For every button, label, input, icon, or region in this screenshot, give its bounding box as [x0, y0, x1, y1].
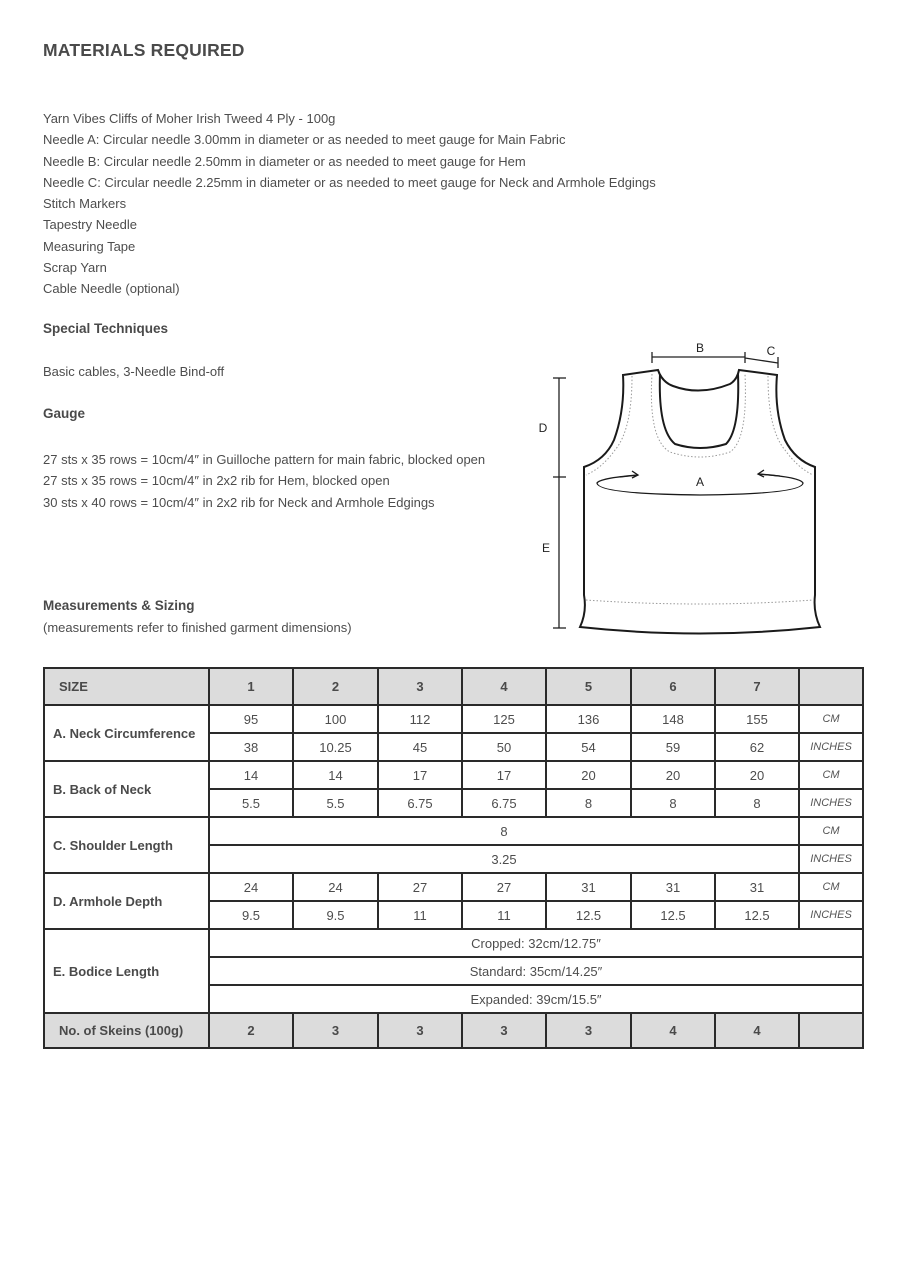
row-label: B. Back of Neck: [44, 761, 209, 817]
table-cell: 38: [209, 733, 293, 761]
table-cell: 11: [378, 901, 462, 929]
table-cell: 2: [209, 1013, 293, 1048]
table-cell: 9.5: [209, 901, 293, 929]
table-cell: 54: [546, 733, 631, 761]
materials-item: Stitch Markers: [43, 196, 127, 212]
unit-cell: CM: [799, 761, 863, 789]
table-header-row: [44, 668, 863, 705]
garment-schematic: [530, 330, 840, 640]
table-cell: 4: [631, 1013, 715, 1048]
table-cell: 3: [378, 1013, 462, 1048]
dimension-d-label: D: [538, 421, 548, 435]
dimension-a-label: A: [695, 475, 705, 489]
unit-cell: [799, 1013, 863, 1048]
table-cell: 20: [546, 761, 631, 789]
unit-cell: CM: [799, 705, 863, 733]
table-cell: 8: [631, 789, 715, 817]
size-column-header: 2: [293, 668, 378, 705]
table-cell: 12.5: [546, 901, 631, 929]
size-header: SIZE: [44, 668, 209, 705]
table-cell: 3.25: [209, 845, 799, 873]
materials-item: Cable Needle (optional): [43, 281, 180, 297]
materials-list: [43, 108, 656, 300]
unit-column-header: [799, 668, 863, 705]
table-cell: 24: [293, 873, 378, 901]
table-cell: 31: [546, 873, 631, 901]
table-cell: 24: [209, 873, 293, 901]
dimension-d-e-line: [553, 378, 566, 628]
table-cell: 31: [631, 873, 715, 901]
dimension-c-label: C: [766, 344, 776, 358]
sizing-table: [43, 667, 864, 1049]
gauge-item: 27 sts x 35 rows = 10cm/4″ in Guilloche pattern for main fabric, blocked open: [43, 452, 486, 467]
table-cell: 59: [631, 733, 715, 761]
table-cell: Expanded: 39cm/15.5″: [209, 985, 863, 1013]
materials-item: Measuring Tape: [43, 238, 136, 254]
dimension-b-label: B: [695, 341, 705, 355]
gauge-item: 30 sts x 40 rows = 10cm/4″ in 2x2 rib for Neck and Armhole Edgings: [43, 494, 435, 510]
table-cell: 27: [462, 873, 546, 901]
table-cell: 17: [462, 761, 546, 789]
size-column-header: 4: [462, 668, 546, 705]
dimension-e-label: E: [541, 541, 551, 555]
row-label: A. Neck Circumference: [44, 705, 209, 761]
table-cell: 31: [715, 873, 799, 901]
gauge-list: [43, 449, 485, 513]
table-cell: 20: [715, 761, 799, 789]
table-cell: 3: [546, 1013, 631, 1048]
table-cell: 125: [462, 705, 546, 733]
unit-cell: INCHES: [799, 789, 863, 817]
table-cell: 10.25: [293, 733, 378, 761]
gauge-title: Gauge: [43, 406, 86, 421]
table-row: [44, 761, 863, 789]
unit-cell: INCHES: [799, 845, 863, 873]
table-cell: 6.75: [462, 789, 546, 817]
table-cell: 95: [209, 705, 293, 733]
table-cell: 6.75: [378, 789, 462, 817]
table-cell: 27: [378, 873, 462, 901]
size-column-header: 5: [546, 668, 631, 705]
measurements-title: Measurements & Sizing: [43, 598, 195, 613]
edging-dotted-lines: [586, 374, 813, 604]
materials-title: MATERIALS REQUIRED: [43, 40, 245, 60]
table-cell: 112: [378, 705, 462, 733]
table-cell: 45: [378, 733, 462, 761]
table-cell: 3: [462, 1013, 546, 1048]
unit-cell: CM: [799, 873, 863, 901]
unit-cell: CM: [799, 817, 863, 845]
table-cell: 5.5: [293, 789, 378, 817]
dimension-c-line: [745, 357, 778, 368]
table-row: [44, 929, 863, 957]
table-cell: 17: [378, 761, 462, 789]
special-techniques-text: Basic cables, 3-Needle Bind-off: [43, 364, 225, 379]
table-row: [44, 817, 863, 845]
skeins-row: [44, 1013, 863, 1048]
table-row: [44, 705, 863, 733]
size-column-header: 3: [378, 668, 462, 705]
table-cell: 14: [209, 761, 293, 789]
size-column-header: 7: [715, 668, 799, 705]
measurements-subtitle: (measurements refer to finished garment dimensions): [43, 620, 352, 635]
table-cell: 12.5: [631, 901, 715, 929]
table-cell: 12.5: [715, 901, 799, 929]
table-cell: 20: [631, 761, 715, 789]
table-cell: 14: [293, 761, 378, 789]
table-cell: 3: [293, 1013, 378, 1048]
table-cell: 5.5: [209, 789, 293, 817]
unit-cell: INCHES: [799, 901, 863, 929]
table-cell: 62: [715, 733, 799, 761]
table-cell: Standard: 35cm/14.25″: [209, 957, 863, 985]
table-cell: 8: [546, 789, 631, 817]
table-cell: 8: [715, 789, 799, 817]
materials-item: Needle A: Circular needle 3.00mm in diameter or as needed to meet gauge for Main Fabric: [43, 132, 566, 148]
special-techniques-title: Special Techniques: [43, 321, 169, 336]
unit-cell: INCHES: [799, 733, 863, 761]
materials-item: Needle B: Circular needle 2.50mm in diameter or as needed to meet gauge for Hem: [43, 153, 526, 169]
materials-item: Scrap Yarn: [43, 260, 107, 276]
materials-item: Tapestry Needle: [43, 217, 137, 233]
materials-item: Yarn Vibes Cliffs of Moher Irish Tweed 4 Ply - 100g: [43, 111, 336, 126]
table-row: [44, 873, 863, 901]
size-column-header: 1: [209, 668, 293, 705]
row-label: C. Shoulder Length: [44, 817, 209, 873]
row-label: D. Armhole Depth: [44, 873, 209, 929]
gauge-item: 27 sts x 35 rows = 10cm/4″ in 2x2 rib for Hem, blocked open: [43, 473, 390, 489]
table-cell: 155: [715, 705, 799, 733]
table-cell: 100: [293, 705, 378, 733]
table-cell: 50: [462, 733, 546, 761]
garment-outline: [580, 370, 820, 634]
row-label: No. of Skeins (100g): [44, 1013, 209, 1048]
table-cell: 136: [546, 705, 631, 733]
table-cell: 8: [209, 817, 799, 845]
size-column-header: 6: [631, 668, 715, 705]
table-cell: 148: [631, 705, 715, 733]
table-cell: 9.5: [293, 901, 378, 929]
table-cell: 11: [462, 901, 546, 929]
table-cell: Cropped: 32cm/12.75″: [209, 929, 863, 957]
materials-item: Needle C: Circular needle 2.25mm in diameter or as needed to meet gauge for Neck and Armhole Edgings: [43, 174, 656, 190]
table-cell: 4: [715, 1013, 799, 1048]
row-label: E. Bodice Length: [44, 929, 209, 1013]
